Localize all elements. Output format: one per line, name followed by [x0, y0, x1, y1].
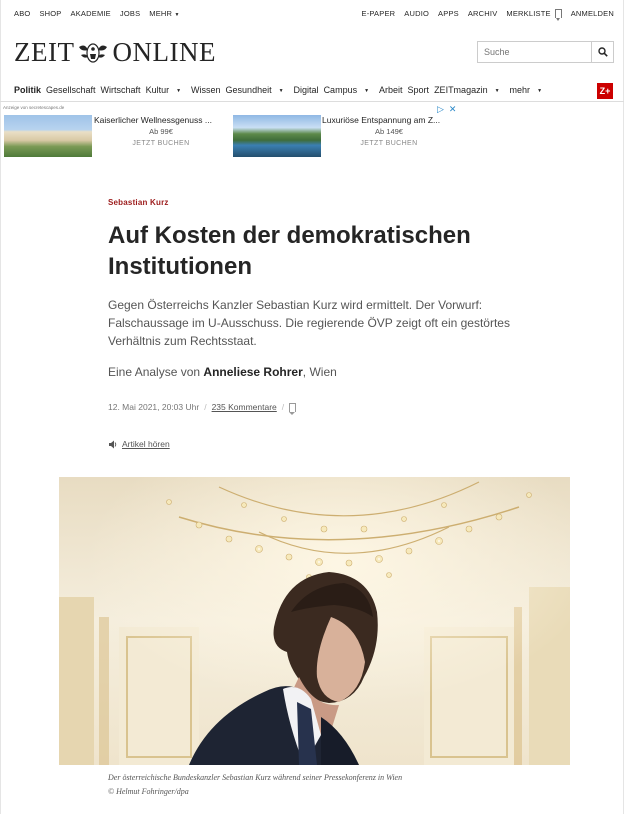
- ad-cta-button[interactable]: JETZT BUCHEN: [360, 140, 418, 147]
- bookmark-icon: [555, 9, 562, 18]
- nav-item-digital[interactable]: Digital: [293, 85, 319, 95]
- apps-link[interactable]: APPS: [438, 9, 459, 18]
- archiv-link[interactable]: ARCHIV: [467, 9, 498, 18]
- article-lead: Gegen Österreichs Kanzler Sebastian Kurz wird ermittelt. Der Vorwurf: Falschaussage im U-Ausschuss. Die regierende ÖVP zeigt oft ein gestörtes Verhältnis zum Rechtsstaat.: [108, 298, 510, 348]
- chevron-down-icon: ▼: [278, 87, 284, 94]
- nav-item-sport[interactable]: Sport: [407, 85, 430, 95]
- merkliste-link[interactable]: MERKLISTE: [506, 9, 551, 18]
- nav-item-mehr[interactable]: [510, 85, 547, 95]
- logo-zeit-text: ZEIT: [14, 37, 75, 67]
- article-meta: [108, 402, 296, 412]
- caption-text: Der österreichische Bundeskanzler Sebastian Kurz während seiner Pressekonferenz in Wien: [108, 773, 403, 782]
- search-button[interactable]: [591, 42, 613, 62]
- nav-item-zeitmagazin-label: ZEITmagazin: [434, 85, 488, 95]
- epaper-link[interactable]: E-PAPER: [361, 9, 396, 18]
- chevron-down-icon: ▼: [174, 12, 180, 18]
- image-credit: © Helmut Fohringer/dpa: [108, 787, 189, 796]
- ad-title[interactable]: Luxuriöse Entspannung am Z...: [322, 115, 441, 125]
- top-meta-bar: [14, 9, 614, 23]
- chevron-down-icon: ▼: [364, 87, 370, 94]
- nav-divider: [0, 101, 624, 102]
- article-headline: Auf Kosten der demokratischen Institutionen: [108, 222, 471, 280]
- adchoices-icon[interactable]: ▷: [437, 104, 444, 114]
- nav-item-mehr-label: mehr: [509, 85, 531, 95]
- shop-link[interactable]: SHOP: [39, 9, 62, 18]
- mehr-label: MEHR: [149, 9, 173, 18]
- speaker-icon: [108, 440, 118, 449]
- nav-item-gesellschaft[interactable]: Gesellschaft: [46, 85, 96, 95]
- byline-prefix: Eine Analyse von: [108, 365, 204, 379]
- zplus-badge[interactable]: Z+: [597, 83, 613, 99]
- nav-item-arbeit[interactable]: Arbeit: [379, 85, 403, 95]
- ad-price: Ab 99€: [149, 127, 173, 136]
- nav-item-kultur-label: Kultur: [145, 85, 170, 95]
- image-caption: [108, 771, 588, 799]
- comments-link[interactable]: 235 Kommentare: [211, 402, 277, 412]
- nav-item-campus[interactable]: [324, 85, 374, 95]
- listen-article-button[interactable]: [108, 439, 170, 449]
- chevron-down-icon: ▼: [176, 87, 182, 94]
- anmelden-link[interactable]: ANMELDEN: [570, 9, 614, 18]
- search-input[interactable]: [478, 42, 591, 62]
- nav-item-zeitmagazin[interactable]: [434, 85, 504, 95]
- ad-image-lake[interactable]: [233, 115, 321, 157]
- zeit-online-logo[interactable]: [14, 37, 216, 68]
- article-kicker[interactable]: Sebastian Kurz: [108, 198, 169, 207]
- jobs-link[interactable]: JOBS: [119, 9, 141, 18]
- publish-date: 12. Mai 2021, 20:03 Uhr: [108, 402, 200, 412]
- ad-cta-button[interactable]: JETZT BUCHEN: [132, 140, 190, 147]
- mehr-menu[interactable]: [149, 9, 179, 18]
- nav-item-gesundheit-label: Gesundheit: [225, 85, 272, 95]
- nav-item-wirtschaft[interactable]: Wirtschaft: [100, 85, 141, 95]
- byline-location: , Wien: [302, 365, 337, 379]
- close-icon[interactable]: ✕: [448, 104, 457, 114]
- akademie-link[interactable]: AKADEMIE: [70, 9, 111, 18]
- nav-item-campus-label: Campus: [323, 85, 358, 95]
- chevron-down-icon: ▼: [537, 87, 543, 94]
- ad-controls: [437, 104, 456, 115]
- ad-title[interactable]: Kaiserlicher Wellnessgenuss ...: [94, 115, 212, 125]
- search-box: [477, 41, 614, 63]
- article-image: [59, 477, 570, 765]
- audio-link[interactable]: AUDIO: [404, 9, 430, 18]
- ad-image-palace[interactable]: [4, 115, 92, 157]
- bookmark-icon[interactable]: [289, 403, 296, 412]
- listen-label: Artikel hören: [122, 439, 170, 449]
- ad-price: Ab 149€: [375, 127, 403, 136]
- nav-item-kultur[interactable]: [146, 85, 186, 95]
- eagle-crest-icon: [77, 41, 109, 65]
- author-link[interactable]: Anneliese Rohrer: [203, 365, 303, 379]
- nav-item-gesundheit[interactable]: [226, 85, 289, 95]
- article-byline: [108, 365, 337, 379]
- nav-item-wissen[interactable]: Wissen: [191, 85, 221, 95]
- separator: /: [281, 402, 285, 412]
- search-icon: [598, 47, 608, 57]
- logo-online-text: ONLINE: [112, 37, 216, 67]
- ad-label: Anzeige von secretescapes.de: [3, 105, 65, 110]
- nav-item-politik[interactable]: Politik: [14, 85, 42, 95]
- separator: /: [204, 402, 207, 412]
- main-nav: [14, 85, 552, 95]
- chevron-down-icon: ▼: [494, 87, 500, 94]
- abo-link[interactable]: ABO: [14, 9, 31, 18]
